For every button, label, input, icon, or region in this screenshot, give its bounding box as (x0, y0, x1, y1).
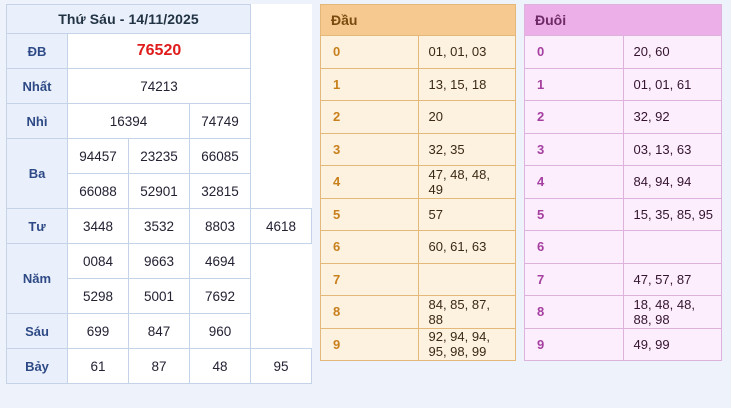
dau-row-1 (321, 68, 516, 101)
table-row-nhi (7, 104, 312, 139)
prize-value-bay-3: 48 (190, 349, 251, 384)
dau-key-9: 9 (321, 328, 419, 361)
duoi-values-7: 47, 57, 87 (623, 263, 722, 296)
dau-values-1: 13, 15, 18 (418, 68, 516, 101)
dau-row-2 (321, 101, 516, 134)
prize-value-tu-4: 4618 (251, 209, 312, 244)
dau-key-3: 3 (321, 133, 419, 166)
duoi-row-1 (525, 68, 722, 101)
prize-value-nam-4: 5298 (68, 279, 129, 314)
row-label-tu: Tư (7, 209, 68, 244)
prize-value-tu-2: 3532 (129, 209, 190, 244)
duoi-row-3 (525, 133, 722, 166)
table-row-tu (7, 209, 312, 244)
dau-key-1: 1 (321, 68, 419, 101)
prize-value-ba-3: 66085 (190, 139, 251, 174)
prize-value-nam-3: 4694 (190, 244, 251, 279)
row-label-db: ĐB (7, 34, 68, 69)
table-title-row (7, 5, 312, 34)
prize-value-sau-3: 960 (190, 314, 251, 349)
dau-header: Đầu (321, 5, 516, 36)
prize-value-nam-6: 7692 (190, 279, 251, 314)
duoi-key-7: 7 (525, 263, 624, 296)
duoi-header-row (525, 5, 722, 36)
row-label-nhat: Nhất (7, 69, 68, 104)
prize-value-nam-5: 5001 (129, 279, 190, 314)
duoi-values-4: 84, 94, 94 (623, 166, 722, 199)
duoi-row-2 (525, 101, 722, 134)
duoi-values-2: 32, 92 (623, 101, 722, 134)
dau-values-3: 32, 35 (418, 133, 516, 166)
duoi-key-0: 0 (525, 36, 624, 69)
duoi-values-5: 15, 35, 85, 95 (623, 198, 722, 231)
duoi-row-7 (525, 263, 722, 296)
duoi-key-1: 1 (525, 68, 624, 101)
duoi-row-9 (525, 328, 722, 361)
prize-value-sau-2: 847 (129, 314, 190, 349)
prize-value-bay-1: 61 (68, 349, 129, 384)
prize-value-nhat: 74213 (68, 69, 251, 104)
dau-table (320, 4, 516, 361)
dau-row-5 (321, 198, 516, 231)
dau-header-row (321, 5, 516, 36)
duoi-values-3: 03, 13, 63 (623, 133, 722, 166)
dau-key-4: 4 (321, 166, 419, 199)
duoi-values-6 (623, 231, 722, 264)
dau-row-7 (321, 263, 516, 296)
row-label-ba: Ba (7, 139, 68, 209)
dau-values-6: 60, 61, 63 (418, 231, 516, 264)
dau-row-6 (321, 231, 516, 264)
dau-key-0: 0 (321, 36, 419, 69)
duoi-values-9: 49, 99 (623, 328, 722, 361)
duoi-header: Đuôi (525, 5, 722, 36)
duoi-key-3: 3 (525, 133, 624, 166)
prize-value-nam-1: 0084 (68, 244, 129, 279)
prize-value-bay-2: 87 (129, 349, 190, 384)
prize-value-tu-3: 8803 (190, 209, 251, 244)
dau-row-8 (321, 296, 516, 329)
row-label-nam: Năm (7, 244, 68, 314)
table-row-bay (7, 349, 312, 384)
duoi-key-9: 9 (525, 328, 624, 361)
dau-key-5: 5 (321, 198, 419, 231)
duoi-key-4: 4 (525, 166, 624, 199)
row-label-nhi: Nhì (7, 104, 68, 139)
duoi-values-1: 01, 01, 61 (623, 68, 722, 101)
prize-value-bay-4: 95 (251, 349, 312, 384)
dau-key-6: 6 (321, 231, 419, 264)
dau-values-5: 57 (418, 198, 516, 231)
dau-key-2: 2 (321, 101, 419, 134)
duoi-table (524, 4, 722, 361)
table-row-nam-1 (7, 244, 312, 279)
dau-row-4 (321, 166, 516, 199)
dau-values-0: 01, 01, 03 (418, 36, 516, 69)
dau-row-9 (321, 328, 516, 361)
duoi-row-8 (525, 296, 722, 329)
dau-values-4: 47, 48, 48, 49 (418, 166, 516, 199)
dau-values-9: 92, 94, 94, 95, 98, 99 (418, 328, 516, 361)
dau-key-7: 7 (321, 263, 419, 296)
duoi-row-5 (525, 198, 722, 231)
dau-row-0 (321, 36, 516, 69)
prize-value-nhi-1: 16394 (68, 104, 190, 139)
duoi-key-5: 5 (525, 198, 624, 231)
prize-value-ba-1: 94457 (68, 139, 129, 174)
dau-row-3 (321, 133, 516, 166)
dau-key-8: 8 (321, 296, 419, 329)
row-label-bay: Bảy (7, 349, 68, 384)
prize-value-nhi-2: 74749 (190, 104, 251, 139)
prize-value-nam-2: 9663 (129, 244, 190, 279)
dau-values-8: 84, 85, 87, 88 (418, 296, 516, 329)
duoi-key-6: 6 (525, 231, 624, 264)
duoi-row-6 (525, 231, 722, 264)
duoi-key-8: 8 (525, 296, 624, 329)
duoi-row-4 (525, 166, 722, 199)
dau-values-2: 20 (418, 101, 516, 134)
prize-value-tu-1: 3448 (68, 209, 129, 244)
page-title: Thứ Sáu - 14/11/2025 (7, 5, 251, 34)
duoi-row-0 (525, 36, 722, 69)
duoi-key-2: 2 (525, 101, 624, 134)
prize-value-ba-5: 52901 (129, 174, 190, 209)
table-row-db (7, 34, 312, 69)
lottery-results-table (6, 4, 312, 384)
table-row-nhat (7, 69, 312, 104)
table-row-sau (7, 314, 312, 349)
prize-value-ba-2: 23235 (129, 139, 190, 174)
prize-value-db: 76520 (68, 34, 251, 69)
prize-value-ba-6: 32815 (190, 174, 251, 209)
dau-values-7 (418, 263, 516, 296)
duoi-values-0: 20, 60 (623, 36, 722, 69)
prize-value-ba-4: 66088 (68, 174, 129, 209)
duoi-values-8: 18, 48, 48, 88, 98 (623, 296, 722, 329)
prize-value-sau-1: 699 (68, 314, 129, 349)
row-label-sau: Sáu (7, 314, 68, 349)
table-row-ba-1 (7, 139, 312, 174)
